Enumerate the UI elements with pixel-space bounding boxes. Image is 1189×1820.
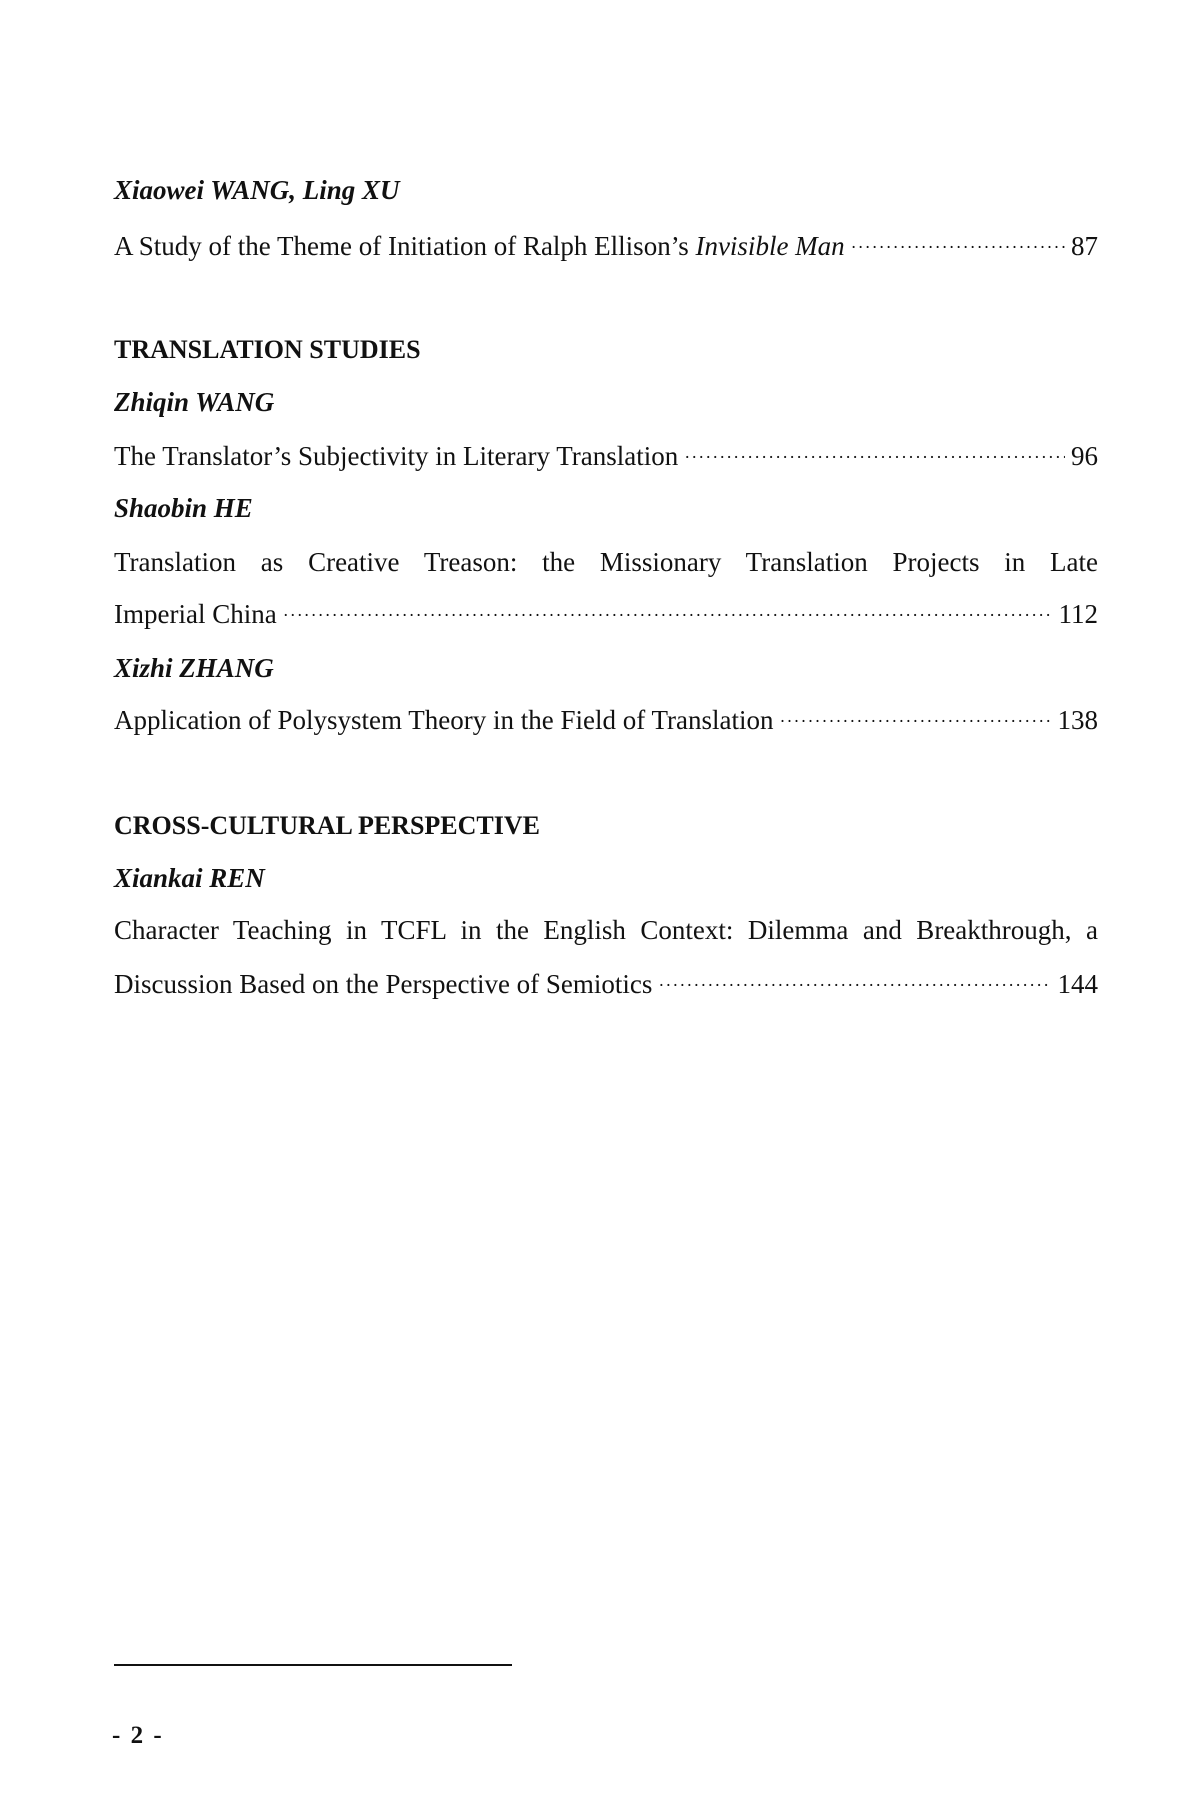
entry-title: Application of Polysystem Theory in the Field of Translation <box>114 705 774 735</box>
page-number: 87 <box>1071 231 1098 261</box>
leader-dots <box>851 238 1065 256</box>
leader-dots <box>283 606 1053 624</box>
footnote-rule <box>114 1664 512 1666</box>
page-folio: - 2 - <box>112 1722 164 1749</box>
entry-author: Xiaowei WANG, Ling XU <box>114 175 400 205</box>
page-number: 138 <box>1057 705 1098 735</box>
entry-author: Xiankai REN <box>114 863 265 893</box>
leader-dots <box>684 448 1065 466</box>
entry-title-line: Translation as Creative Treason: the Missionary Translation Projects in Late <box>114 547 1098 577</box>
toc-entry <box>114 596 1098 632</box>
page-number: 96 <box>1071 441 1098 471</box>
entry-title-line: Character Teaching in TCFL in the English Context: Dilemma and Breakthrough, a <box>114 915 1098 945</box>
entry-title: Discussion Based on the Perspective of Semiotics <box>114 969 653 999</box>
page-number: 112 <box>1058 599 1098 629</box>
page-number: 144 <box>1057 969 1098 999</box>
entry-title: A Study of the Theme of Initiation of Ralph Ellison’s Invisible Man <box>114 231 845 261</box>
entry-author: Zhiqin WANG <box>114 387 275 417</box>
entry-title: The Translator’s Subjectivity in Literary Translation <box>114 441 679 471</box>
toc-entry <box>114 438 1098 474</box>
toc-entry <box>114 966 1098 1002</box>
leader-dots <box>779 712 1051 730</box>
entry-author: Xizhi ZHANG <box>114 653 274 683</box>
section-heading: CROSS-CULTURAL PERSPECTIVE <box>114 811 540 840</box>
section-heading: TRANSLATION STUDIES <box>114 335 421 364</box>
toc-entry <box>114 702 1098 738</box>
leader-dots <box>658 976 1051 994</box>
entry-author: Shaobin HE <box>114 493 253 523</box>
entry-title: Imperial China <box>114 599 277 629</box>
toc-entry <box>114 228 1098 264</box>
